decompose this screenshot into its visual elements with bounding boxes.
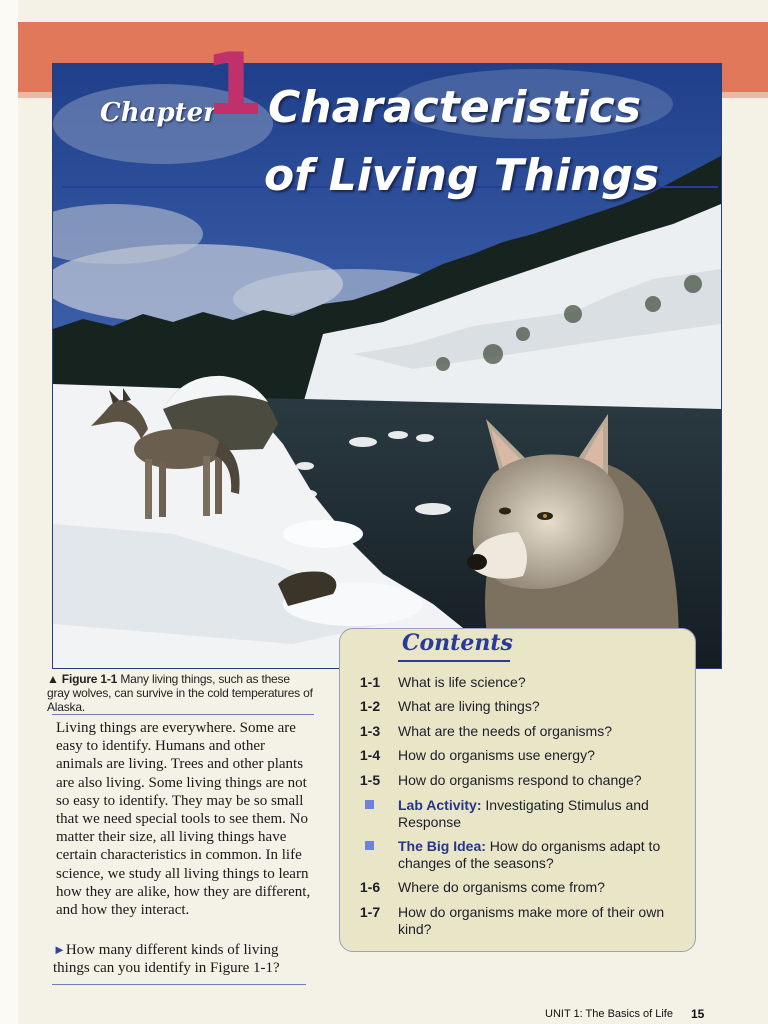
- toc-lead-text: How do organisms adapt to changes of the seasons?: [398, 838, 661, 871]
- toc-text: How do organisms respond to change?: [398, 772, 642, 788]
- toc-number: 1-2: [359, 698, 381, 714]
- toc-number: 1-3: [359, 723, 381, 739]
- intro-paragraph: Living things are everywhere. Some are easy to identify. Humans and other animals are living. Trees and other plants are also living. Some living things are not so easy to identify. They may be so small that we need special tools to see them. No matter their size, all living things have certain characteristics in common. In life science, we study all living things to learn how they are alike, how they are different, and how they interact.: [56, 720, 311, 919]
- toc-lead: The Big Idea:: [398, 838, 486, 854]
- toc-lead-text: Investigating Stimulus and Response: [398, 797, 649, 830]
- toc-bullet-square-icon: [365, 841, 374, 850]
- contents-title: Contents: [402, 630, 513, 656]
- toc-number: 1-4: [359, 747, 381, 763]
- toc-number: 1-5: [359, 772, 381, 788]
- toc-item-big-idea[interactable]: [350, 838, 685, 874]
- chapter-label: Chapter: [100, 98, 217, 128]
- intro-question: [53, 941, 313, 977]
- toc-text: Where do organisms come from?: [398, 879, 605, 895]
- toc-text: What are the needs of organisms?: [398, 723, 613, 739]
- footer-unit-label: UNIT 1: The Basics of Life: [545, 1008, 673, 1020]
- toc-text: What are living things?: [398, 698, 540, 714]
- toc-number: 1-6: [359, 879, 381, 895]
- page-left-edge: [0, 0, 18, 1024]
- toc-item-1-7[interactable]: [350, 904, 685, 940]
- toc-item-lab-activity[interactable]: [350, 797, 685, 833]
- toc-lead: Lab Activity:: [398, 797, 482, 813]
- toc-text: What is life science?: [398, 674, 526, 690]
- chapter-title-line-2: of Living Things: [264, 150, 660, 201]
- toc-text: [398, 838, 683, 872]
- toc-text: How do organisms make more of their own kind?: [398, 904, 665, 937]
- chapter-title-line-1: Characteristics: [268, 82, 642, 133]
- figure-caption-label: ▲ Figure 1-1: [47, 672, 118, 686]
- caption-divider: [52, 714, 314, 715]
- contents-title-underline: [398, 660, 510, 662]
- toc-number: 1-7: [359, 904, 381, 920]
- question-arrow-icon: ►: [53, 942, 66, 957]
- figure-caption: [47, 672, 315, 714]
- body-divider: [52, 984, 306, 985]
- toc-text: [398, 797, 683, 831]
- question-text: How many different kinds of living things can you identify in Figure 1-1?: [53, 942, 280, 977]
- toc-text: How do organisms use energy?: [398, 747, 595, 763]
- page-number: 15: [691, 1007, 705, 1021]
- toc-number: 1-1: [359, 674, 381, 690]
- toc-bullet-square-icon: [365, 800, 374, 809]
- chapter-number: 1: [204, 35, 264, 135]
- figure-caption-text: Many living things, such as these gray wolves, can survive in the cold temperatures of Alaska.: [47, 672, 313, 714]
